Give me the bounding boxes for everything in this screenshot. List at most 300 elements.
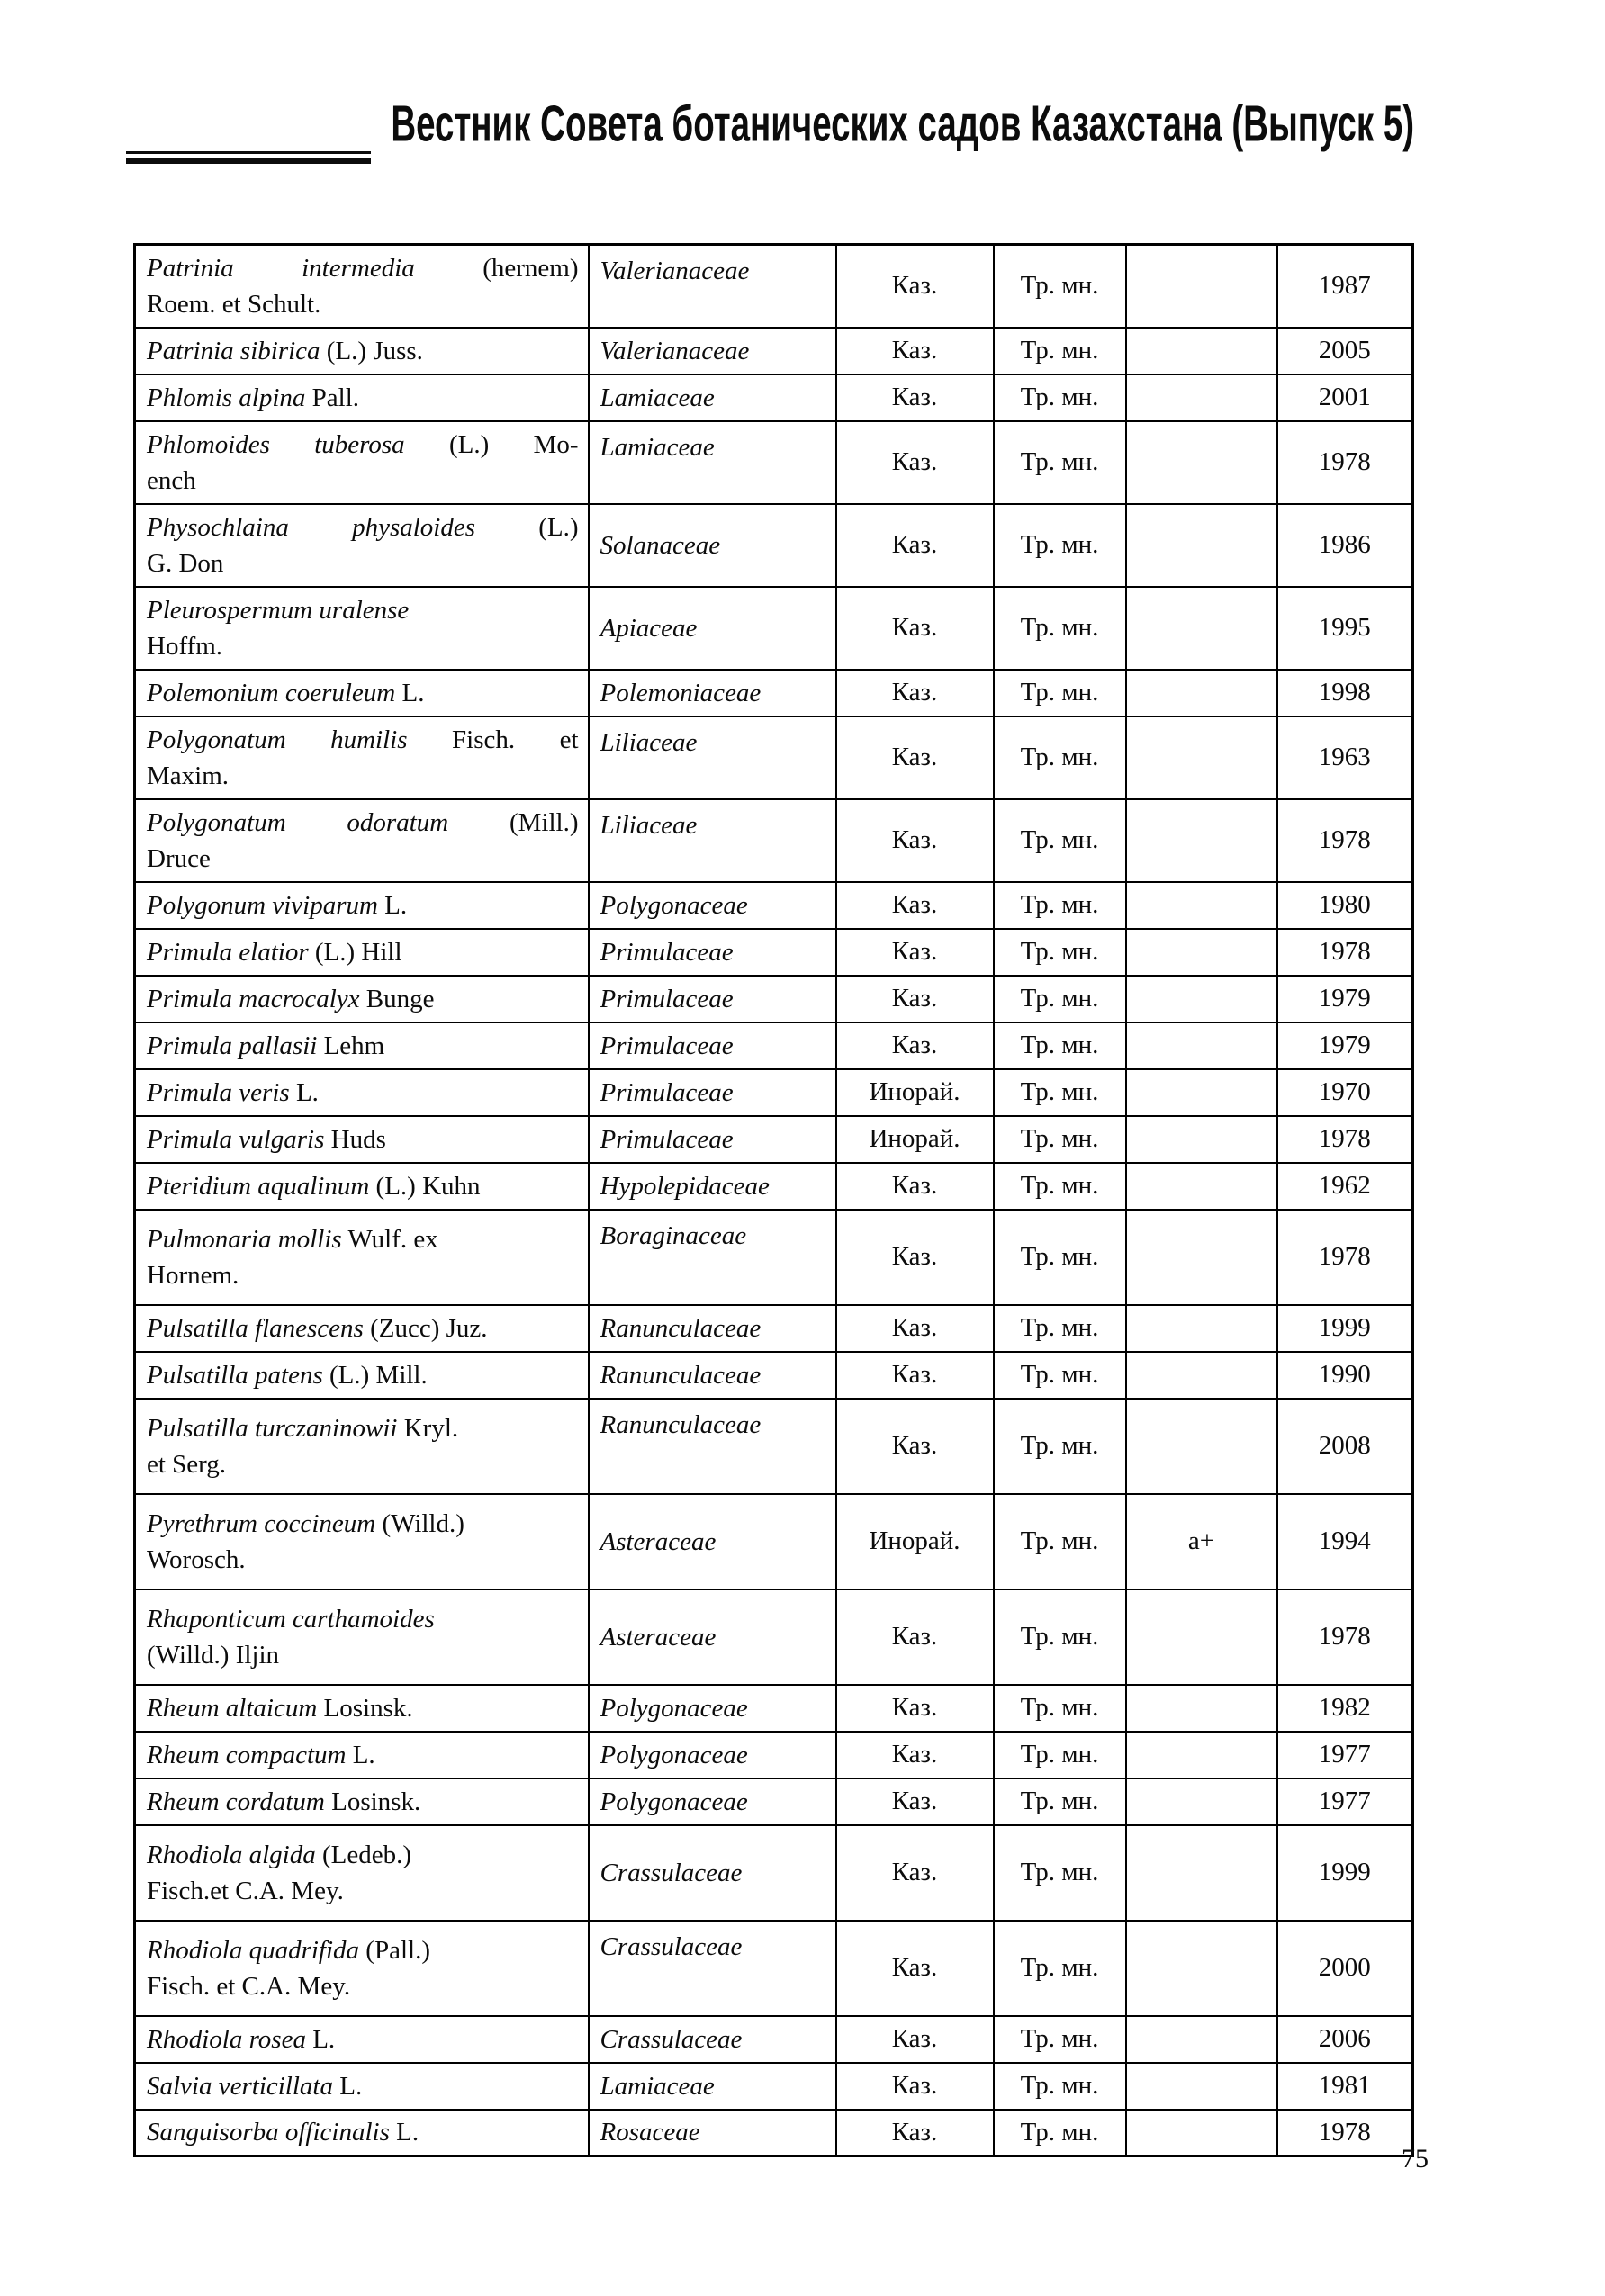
year-cell: 1999 (1277, 1825, 1413, 1921)
species-latin-name: Primula veris (147, 1077, 290, 1107)
origin-cell: Каз. (836, 421, 994, 504)
year-cell: 1978 (1277, 1210, 1413, 1305)
family-cell: Valerianaceae (589, 245, 836, 328)
plant-row (135, 1921, 1413, 2016)
family-cell: Ranunculaceae (589, 1399, 836, 1494)
lifeform-cell: Тр. мн. (994, 1732, 1126, 1778)
lifeform-cell: Тр. мн. (994, 882, 1126, 929)
species-author: L. (332, 2071, 363, 2101)
note-cell (1126, 245, 1277, 328)
species-name-line (147, 380, 579, 416)
species-latin-name: Sanguisorba officinalis (147, 2118, 390, 2147)
family-cell: Polygonaceae (589, 1685, 836, 1732)
lifeform-cell: Тр. мн. (994, 374, 1126, 421)
family-cell: Ranunculaceae (589, 1305, 836, 1352)
species-author: Wulf. ex (341, 1224, 438, 1254)
species-cell (135, 1589, 589, 1685)
lifeform-cell: Тр. мн. (994, 799, 1126, 882)
species-latin-name: Pulsatilla flanescens (147, 1313, 364, 1343)
year-cell: 2001 (1277, 374, 1413, 421)
year-cell: 1970 (1277, 1069, 1413, 1116)
note-cell (1126, 1732, 1277, 1778)
plant-row (135, 799, 1413, 882)
plant-row (135, 2016, 1413, 2063)
origin-cell: Каз. (836, 587, 994, 670)
plant-row (135, 2063, 1413, 2110)
species-author: L. (389, 2118, 419, 2147)
species-name-line (147, 1121, 579, 1157)
year-cell: 1979 (1277, 1022, 1413, 1069)
species-name-line (147, 2021, 579, 2057)
origin-cell: Каз. (836, 1352, 994, 1399)
species-cell (135, 1921, 589, 2016)
species-author: Pall. (305, 383, 360, 412)
origin-cell: Каз. (836, 1732, 994, 1778)
species-latin-name: Primula vulgaris (147, 1124, 325, 1154)
species-latin-name: Rhodiola rosea (147, 2024, 306, 2054)
lifeform-cell: Тр. мн. (994, 716, 1126, 799)
species-name-line (147, 934, 579, 970)
year-cell: 1978 (1277, 1116, 1413, 1163)
species-name-line (147, 1357, 579, 1393)
family-cell: Rosaceae (589, 2110, 836, 2156)
family-cell: Primulaceae (589, 976, 836, 1022)
plant-table-body (135, 245, 1413, 2156)
family-cell: Liliaceae (589, 799, 836, 882)
year-cell: 1978 (1277, 421, 1413, 504)
plant-row (135, 1022, 1413, 1069)
year-cell: 1963 (1277, 716, 1413, 799)
species-name-line (147, 981, 579, 1017)
species-cell (135, 799, 589, 882)
species-cell (135, 1163, 589, 1210)
note-cell: а+ (1126, 1494, 1277, 1589)
year-cell: 1990 (1277, 1352, 1413, 1399)
species-cell (135, 2063, 589, 2110)
species-name-line (147, 1637, 579, 1673)
note-cell (1126, 2063, 1277, 2110)
note-cell (1126, 929, 1277, 976)
species-name-line (147, 250, 579, 286)
note-cell (1126, 976, 1277, 1022)
species-author: Huds (324, 1124, 386, 1154)
lifeform-cell: Тр. мн. (994, 1163, 1126, 1210)
family-cell: Polygonaceae (589, 1732, 836, 1778)
species-cell (135, 882, 589, 929)
species-cell (135, 2016, 589, 2063)
note-cell (1126, 1825, 1277, 1921)
lifeform-cell: Тр. мн. (994, 245, 1126, 328)
origin-cell: Каз. (836, 504, 994, 587)
plant-row (135, 1589, 1413, 1685)
species-cell (135, 504, 589, 587)
species-cell (135, 1732, 589, 1778)
species-author: G. Don (147, 548, 224, 578)
note-cell (1126, 670, 1277, 716)
year-cell: 2000 (1277, 1921, 1413, 2016)
plant-row (135, 328, 1413, 374)
species-author: (Mill.) (448, 807, 579, 837)
lifeform-cell: Тр. мн. (994, 1305, 1126, 1352)
species-cell (135, 245, 589, 328)
origin-cell: Каз. (836, 1163, 994, 1210)
note-cell (1126, 1210, 1277, 1305)
note-cell (1126, 504, 1277, 587)
family-cell: Polygonaceae (589, 1778, 836, 1825)
species-latin-name: Phlomis alpina (147, 383, 306, 412)
species-name-line (147, 1257, 579, 1293)
species-author: Worosch. (147, 1544, 246, 1574)
family-cell: Liliaceae (589, 716, 836, 799)
origin-cell: Инорай. (836, 1494, 994, 1589)
species-cell (135, 1494, 589, 1589)
species-author: Bunge (359, 984, 435, 1013)
species-name-line (147, 427, 579, 463)
plant-row (135, 1305, 1413, 1352)
note-cell (1126, 421, 1277, 504)
lifeform-cell: Тр. мн. (994, 1210, 1126, 1305)
family-cell: Lamiaceae (589, 374, 836, 421)
species-cell (135, 976, 589, 1022)
family-cell: Solanaceae (589, 504, 836, 587)
species-author: L. (377, 890, 408, 920)
species-author: Fisch. et (407, 725, 579, 754)
lifeform-cell: Тр. мн. (994, 976, 1126, 1022)
species-name-line (147, 1446, 579, 1482)
note-cell (1126, 2110, 1277, 2156)
note-cell (1126, 2016, 1277, 2063)
species-name-line (147, 1837, 579, 1873)
species-latin-name: Rheum compactum (147, 1740, 347, 1769)
species-name-line (147, 509, 579, 545)
lifeform-cell: Тр. мн. (994, 1778, 1126, 1825)
plant-row (135, 1825, 1413, 1921)
year-cell: 1986 (1277, 504, 1413, 587)
family-cell: Primulaceae (589, 1116, 836, 1163)
note-cell (1126, 1589, 1277, 1685)
species-cell (135, 421, 589, 504)
species-author: Roem. et Schult. (147, 289, 321, 319)
lifeform-cell: Тр. мн. (994, 1494, 1126, 1589)
family-cell: Polygonaceae (589, 882, 836, 929)
species-author: L. (289, 1077, 319, 1107)
year-cell: 1987 (1277, 245, 1413, 328)
lifeform-cell: Тр. мн. (994, 421, 1126, 504)
origin-cell: Каз. (836, 374, 994, 421)
year-cell: 2008 (1277, 1399, 1413, 1494)
species-latin-name: Pyrethrum coccineum (147, 1508, 376, 1538)
plant-row (135, 882, 1413, 929)
species-author: (L.) Hill (308, 937, 402, 967)
species-name-line (147, 1690, 579, 1726)
lifeform-cell: Тр. мн. (994, 929, 1126, 976)
lifeform-cell: Тр. мн. (994, 1825, 1126, 1921)
lifeform-cell: Тр. мн. (994, 2110, 1126, 2156)
origin-cell: Каз. (836, 1589, 994, 1685)
origin-cell: Каз. (836, 882, 994, 929)
year-cell: 1999 (1277, 1305, 1413, 1352)
origin-cell: Каз. (836, 2016, 994, 2063)
plant-row (135, 1732, 1413, 1778)
species-cell (135, 1069, 589, 1116)
note-cell (1126, 882, 1277, 929)
species-latin-name: Rheum cordatum (147, 1787, 325, 1816)
species-name-line (147, 1028, 579, 1064)
species-latin-name: Rhodiola quadrifida (147, 1935, 360, 1965)
year-cell: 1978 (1277, 929, 1413, 976)
origin-cell: Каз. (836, 1921, 994, 2016)
lifeform-cell: Тр. мн. (994, 1399, 1126, 1494)
species-author: L. (305, 2024, 336, 2054)
plant-row (135, 1210, 1413, 1305)
year-cell: 1998 (1277, 670, 1413, 716)
species-author: (L.) Kuhn (369, 1171, 481, 1201)
species-author: Lehm (317, 1031, 385, 1060)
species-name-line (147, 1410, 579, 1446)
note-cell (1126, 1116, 1277, 1163)
plant-row (135, 1069, 1413, 1116)
species-cell (135, 1305, 589, 1352)
plant-row (135, 245, 1413, 328)
origin-cell: Каз. (836, 2063, 994, 2110)
origin-cell: Каз. (836, 2110, 994, 2156)
year-cell: 1978 (1277, 1589, 1413, 1685)
plant-row (135, 1116, 1413, 1163)
origin-cell: Каз. (836, 328, 994, 374)
family-cell: Crassulaceae (589, 1825, 836, 1921)
plant-row (135, 1494, 1413, 1589)
species-author: (L.) Mill. (322, 1360, 428, 1390)
note-cell (1126, 799, 1277, 882)
family-cell: Crassulaceae (589, 2016, 836, 2063)
note-cell (1126, 1685, 1277, 1732)
species-name-line (147, 1310, 579, 1346)
plant-row (135, 1163, 1413, 1210)
species-name-line (147, 592, 579, 628)
species-author: (hernem) (414, 253, 579, 283)
species-name-line (147, 1221, 579, 1257)
page-number: 75 (1402, 2144, 1429, 2174)
note-cell (1126, 1778, 1277, 1825)
species-latin-name: Pulsatilla turczaninowii (147, 1413, 398, 1443)
note-cell (1126, 587, 1277, 670)
species-name-line (147, 1168, 579, 1204)
note-cell (1126, 1069, 1277, 1116)
species-cell (135, 1022, 589, 1069)
plant-species-table (133, 243, 1414, 2157)
origin-cell: Каз. (836, 1210, 994, 1305)
year-cell: 1962 (1277, 1163, 1413, 1210)
year-cell: 2006 (1277, 2016, 1413, 2063)
year-cell: 1982 (1277, 1685, 1413, 1732)
species-cell (135, 1825, 589, 1921)
species-name-line (147, 1968, 579, 2004)
family-cell: Hypolepidaceae (589, 1163, 836, 1210)
origin-cell: Каз. (836, 670, 994, 716)
species-cell (135, 587, 589, 670)
year-cell: 1977 (1277, 1778, 1413, 1825)
year-cell: 1978 (1277, 2110, 1413, 2156)
species-name-line (147, 1075, 579, 1111)
species-latin-name: Rhaponticum carthamoides (147, 1604, 435, 1634)
family-cell: Boraginaceae (589, 1210, 836, 1305)
species-author: (L.) (475, 512, 579, 542)
lifeform-cell: Тр. мн. (994, 670, 1126, 716)
species-name-line (147, 463, 579, 499)
species-latin-name: Patrinia sibirica (147, 336, 320, 365)
species-name-line (147, 1737, 579, 1773)
species-name-line (147, 805, 579, 841)
species-author: (Willd.) Iljin (147, 1640, 280, 1670)
year-cell: 1979 (1277, 976, 1413, 1022)
species-cell (135, 374, 589, 421)
species-author: Kryl. (397, 1413, 459, 1443)
origin-cell: Инорай. (836, 1116, 994, 1163)
origin-cell: Каз. (836, 245, 994, 328)
note-cell (1126, 374, 1277, 421)
family-cell: Asteraceae (589, 1494, 836, 1589)
species-author: Fisch. et C.A. Mey. (147, 1971, 351, 2001)
species-latin-name: Pulmonaria mollis (147, 1224, 342, 1254)
family-cell: Lamiaceae (589, 2063, 836, 2110)
species-latin-name: Polygonatum odoratum (147, 807, 449, 837)
year-cell: 1977 (1277, 1732, 1413, 1778)
species-cell (135, 1210, 589, 1305)
plant-row (135, 1685, 1413, 1732)
species-cell (135, 716, 589, 799)
note-cell (1126, 1022, 1277, 1069)
journal-header-title: Вестник Совета ботанических садов Казахстана (Выпуск 5) (391, 95, 1414, 153)
species-author: L. (395, 678, 425, 707)
species-author: L. (346, 1740, 375, 1769)
year-cell: 1981 (1277, 2063, 1413, 2110)
species-latin-name: Primula elatior (147, 937, 309, 967)
species-author: et Serg. (147, 1449, 227, 1479)
family-cell: Valerianaceae (589, 328, 836, 374)
species-latin-name: Phlomoides tuberosa (147, 429, 405, 459)
species-name-line (147, 2068, 579, 2104)
species-latin-name: Polygonum viviparum (147, 890, 378, 920)
origin-cell: Каз. (836, 1022, 994, 1069)
plant-row (135, 716, 1413, 799)
species-name-line (147, 286, 579, 322)
plant-row (135, 587, 1413, 670)
origin-cell: Каз. (836, 1685, 994, 1732)
species-latin-name: Primula pallasii (147, 1031, 318, 1060)
family-cell: Primulaceae (589, 929, 836, 976)
lifeform-cell: Тр. мн. (994, 1921, 1126, 2016)
note-cell (1126, 1305, 1277, 1352)
lifeform-cell: Тр. мн. (994, 1116, 1126, 1163)
species-author: Losinsk. (324, 1787, 421, 1816)
species-author: (Zucc) Juz. (363, 1313, 488, 1343)
species-cell (135, 1778, 589, 1825)
note-cell (1126, 328, 1277, 374)
species-author: (L.) Mo- (404, 429, 579, 459)
species-name-line (147, 628, 579, 664)
species-cell (135, 1685, 589, 1732)
species-cell (135, 1116, 589, 1163)
note-cell (1126, 1163, 1277, 1210)
family-cell: Primulaceae (589, 1022, 836, 1069)
family-cell: Ranunculaceae (589, 1352, 836, 1399)
lifeform-cell: Тр. мн. (994, 504, 1126, 587)
species-latin-name: Physochlaina physaloides (147, 512, 475, 542)
origin-cell: Каз. (836, 799, 994, 882)
species-latin-name: Polygonatum humilis (147, 725, 408, 754)
species-name-line (147, 1506, 579, 1542)
lifeform-cell: Тр. мн. (994, 1022, 1126, 1069)
family-cell: Apiaceae (589, 587, 836, 670)
species-latin-name: Primula macrocalyx (147, 984, 360, 1013)
origin-cell: Каз. (836, 976, 994, 1022)
year-cell: 1978 (1277, 799, 1413, 882)
year-cell: 1995 (1277, 587, 1413, 670)
plant-row (135, 976, 1413, 1022)
species-latin-name: Polemonium coeruleum (147, 678, 396, 707)
species-latin-name: Salvia verticillata (147, 2071, 333, 2101)
origin-cell: Каз. (836, 1305, 994, 1352)
note-cell (1126, 716, 1277, 799)
family-cell: Polemoniaceae (589, 670, 836, 716)
species-name-line (147, 1601, 579, 1637)
family-cell: Crassulaceae (589, 1921, 836, 2016)
family-cell: Asteraceae (589, 1589, 836, 1685)
plant-row (135, 1352, 1413, 1399)
species-name-line (147, 2114, 579, 2150)
species-name-line (147, 1784, 579, 1820)
header-double-rule (126, 151, 371, 164)
species-cell (135, 1399, 589, 1494)
species-latin-name: Rhodiola algida (147, 1840, 316, 1869)
species-latin-name: Rheum altaicum (147, 1693, 318, 1723)
species-name-line (147, 1932, 579, 1968)
species-latin-name: Pteridium aqualinum (147, 1171, 370, 1201)
species-name-line (147, 333, 579, 369)
plant-row (135, 2110, 1413, 2156)
plant-row (135, 421, 1413, 504)
family-cell: Lamiaceae (589, 421, 836, 504)
lifeform-cell: Тр. мн. (994, 2063, 1126, 2110)
species-author: (Ledeb.) (315, 1840, 411, 1869)
family-cell: Primulaceae (589, 1069, 836, 1116)
note-cell (1126, 1352, 1277, 1399)
lifeform-cell: Тр. мн. (994, 1685, 1126, 1732)
species-name-line (147, 841, 579, 877)
origin-cell: Каз. (836, 716, 994, 799)
plant-row (135, 1778, 1413, 1825)
lifeform-cell: Тр. мн. (994, 1352, 1126, 1399)
species-latin-name: Pleurospermum uralense (147, 595, 410, 625)
plant-row (135, 670, 1413, 716)
species-cell (135, 328, 589, 374)
origin-cell: Каз. (836, 929, 994, 976)
plant-row (135, 374, 1413, 421)
plant-row (135, 929, 1413, 976)
origin-cell: Инорай. (836, 1069, 994, 1116)
origin-cell: Каз. (836, 1778, 994, 1825)
lifeform-cell: Тр. мн. (994, 1589, 1126, 1685)
lifeform-cell: Тр. мн. (994, 2016, 1126, 2063)
lifeform-cell: Тр. мн. (994, 587, 1126, 670)
species-name-line (147, 675, 579, 711)
lifeform-cell: Тр. мн. (994, 1069, 1126, 1116)
species-name-line (147, 545, 579, 581)
species-cell (135, 670, 589, 716)
species-author: Losinsk. (317, 1693, 413, 1723)
species-name-line (147, 1873, 579, 1909)
species-author: (L.) Juss. (320, 336, 423, 365)
